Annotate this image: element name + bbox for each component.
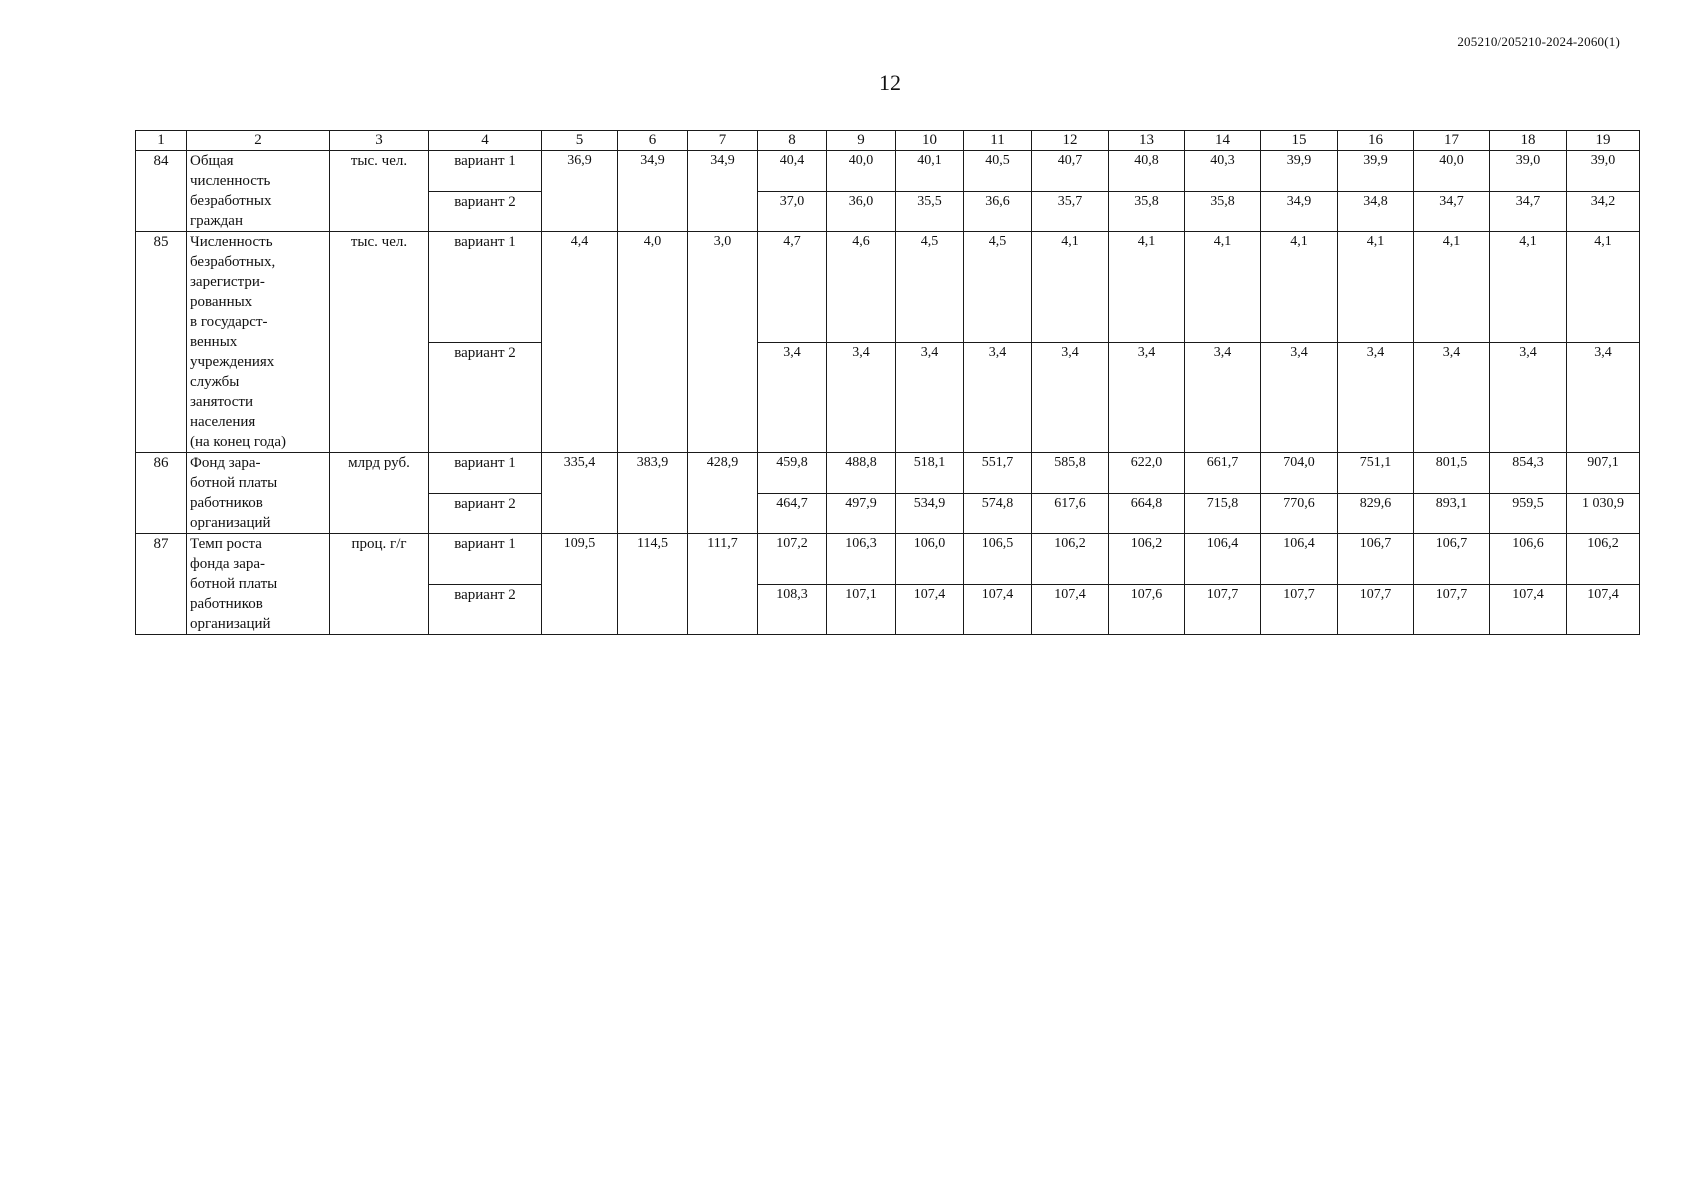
indicator-name-line: венных: [190, 334, 238, 350]
indicator-name-line: ботной платы: [190, 576, 278, 592]
variant-1-value: 106,0: [896, 534, 964, 585]
table-row: [136, 232, 1640, 343]
base-value: 383,9: [618, 453, 688, 534]
variant-1-value: 4,1: [1185, 232, 1261, 343]
variant-1-value: 106,2: [1109, 534, 1185, 585]
variant-1-value: 4,7: [758, 232, 827, 343]
variant-2-value: 34,8: [1338, 191, 1414, 232]
table-row: [136, 453, 1640, 494]
column-header-15: 15: [1261, 131, 1338, 151]
variant-1-value: 459,8: [758, 453, 827, 494]
variant-1-value: 551,7: [964, 453, 1032, 494]
column-header-9: 9: [827, 131, 896, 151]
variant-1-value: 39,9: [1338, 151, 1414, 192]
variant-1-value: 106,5: [964, 534, 1032, 585]
variant-1-value: 106,2: [1567, 534, 1640, 585]
column-header-17: 17: [1414, 131, 1490, 151]
variant-2-value: 3,4: [1414, 342, 1490, 453]
indicator-name-line: безработных: [190, 193, 272, 209]
indicator-name-line: учреждениях: [190, 354, 275, 370]
variant-2-value: 534,9: [896, 493, 964, 534]
variant-1-value: 40,1: [896, 151, 964, 192]
variant-2-value: 108,3: [758, 584, 827, 635]
column-header-18: 18: [1490, 131, 1567, 151]
indicator-name-line: Темп роста: [190, 536, 262, 552]
variant-2-value: 3,4: [1490, 342, 1567, 453]
indicator-name-line: в государст-: [190, 314, 268, 330]
variant-1-label: вариант 1: [429, 232, 542, 343]
variant-2-value: 37,0: [758, 191, 827, 232]
column-header-7: 7: [688, 131, 758, 151]
base-value: 335,4: [542, 453, 618, 534]
column-header-2: 2: [187, 131, 330, 151]
variant-2-value: 107,4: [1567, 584, 1640, 635]
variant-1-value: 40,0: [827, 151, 896, 192]
variant-2-value: 34,7: [1490, 191, 1567, 232]
indicator-name-line: работников: [190, 495, 263, 511]
variant-1-value: 106,6: [1490, 534, 1567, 585]
base-value: 428,9: [688, 453, 758, 534]
column-header-6: 6: [618, 131, 688, 151]
column-header-3: 3: [330, 131, 429, 151]
variant-2-value: 893,1: [1414, 493, 1490, 534]
variant-1-value: 39,0: [1567, 151, 1640, 192]
variant-1-value: 106,7: [1338, 534, 1414, 585]
table-row: [136, 151, 1640, 192]
unit: тыс. чел.: [330, 151, 429, 232]
variant-2-value: 464,7: [758, 493, 827, 534]
column-header-16: 16: [1338, 131, 1414, 151]
indicator-name-line: граждан: [190, 213, 243, 229]
variant-2-value: 770,6: [1261, 493, 1338, 534]
variant-1-value: 40,4: [758, 151, 827, 192]
variant-1-value: 622,0: [1109, 453, 1185, 494]
variant-2-value: 3,4: [1032, 342, 1109, 453]
base-value: 4,4: [542, 232, 618, 453]
base-value: 34,9: [618, 151, 688, 232]
variant-1-value: 39,9: [1261, 151, 1338, 192]
indicator-name-line: организаций: [190, 515, 271, 531]
indicator-name-line: рованных: [190, 294, 253, 310]
column-header-4: 4: [429, 131, 542, 151]
variant-1-value: 4,5: [896, 232, 964, 343]
column-header-1: 1: [136, 131, 187, 151]
indicators-table: [135, 130, 1640, 635]
variant-2-value: 3,4: [1338, 342, 1414, 453]
base-value: 34,9: [688, 151, 758, 232]
row-number: 87: [136, 534, 187, 635]
variant-1-value: 907,1: [1567, 453, 1640, 494]
page-number: 12: [879, 70, 901, 95]
indicator-name-line: работников: [190, 596, 263, 612]
variant-2-value: 617,6: [1032, 493, 1109, 534]
base-value: 3,0: [688, 232, 758, 453]
table-row: [136, 534, 1640, 585]
column-header-5: 5: [542, 131, 618, 151]
variant-2-value: 35,8: [1109, 191, 1185, 232]
document-id: 205210/205210-2024-2060(1): [1457, 34, 1620, 49]
indicator-name: [187, 151, 330, 232]
unit: тыс. чел.: [330, 232, 429, 453]
variant-1-value: 39,0: [1490, 151, 1567, 192]
variant-2-value: 3,4: [964, 342, 1032, 453]
variant-1-value: 106,2: [1032, 534, 1109, 585]
variant-2-value: 3,4: [1261, 342, 1338, 453]
variant-1-value: 4,1: [1414, 232, 1490, 343]
variant-1-label: вариант 1: [429, 151, 542, 192]
variant-2-value: 497,9: [827, 493, 896, 534]
variant-1-value: 106,4: [1185, 534, 1261, 585]
variant-2-label: вариант 2: [429, 493, 542, 534]
variant-1-value: 106,3: [827, 534, 896, 585]
variant-2-value: 34,9: [1261, 191, 1338, 232]
column-header-13: 13: [1109, 131, 1185, 151]
indicator-name: [187, 453, 330, 534]
column-header-11: 11: [964, 131, 1032, 151]
variant-2-value: 35,8: [1185, 191, 1261, 232]
variant-2-value: 107,7: [1338, 584, 1414, 635]
indicator-name-line: ботной платы: [190, 475, 278, 491]
variant-2-value: 107,4: [1032, 584, 1109, 635]
column-header-14: 14: [1185, 131, 1261, 151]
row-number: 86: [136, 453, 187, 534]
variant-1-value: 751,1: [1338, 453, 1414, 494]
variant-2-value: 107,4: [1490, 584, 1567, 635]
variant-2-value: 107,7: [1261, 584, 1338, 635]
variant-1-value: 518,1: [896, 453, 964, 494]
unit: млрд руб.: [330, 453, 429, 534]
variant-1-value: 4,1: [1261, 232, 1338, 343]
variant-2-label: вариант 2: [429, 191, 542, 232]
base-value: 111,7: [688, 534, 758, 635]
variant-1-value: 801,5: [1414, 453, 1490, 494]
variant-2-label: вариант 2: [429, 584, 542, 635]
column-header-10: 10: [896, 131, 964, 151]
variant-1-value: 40,5: [964, 151, 1032, 192]
variant-2-value: 3,4: [827, 342, 896, 453]
variant-1-value: 4,1: [1032, 232, 1109, 343]
indicator-name-line: Фонд зара-: [190, 455, 261, 471]
indicator-name-line: фонда зара-: [190, 556, 266, 572]
variant-2-label: вариант 2: [429, 342, 542, 453]
base-value: 109,5: [542, 534, 618, 635]
variant-1-value: 40,3: [1185, 151, 1261, 192]
variant-2-value: 574,8: [964, 493, 1032, 534]
variant-2-value: 3,4: [1567, 342, 1640, 453]
indicator-name-line: зарегистри-: [190, 274, 265, 290]
indicator-name-line: безработных,: [190, 254, 276, 270]
variant-2-value: 107,4: [964, 584, 1032, 635]
indicator-name-line: службы: [190, 374, 240, 390]
variant-2-value: 107,1: [827, 584, 896, 635]
indicator-name-line: Общая: [190, 153, 234, 169]
indicator-name-line: численность: [190, 173, 271, 189]
variant-2-value: 107,7: [1414, 584, 1490, 635]
variant-2-value: 829,6: [1338, 493, 1414, 534]
variant-2-value: 959,5: [1490, 493, 1567, 534]
variant-2-value: 107,7: [1185, 584, 1261, 635]
variant-1-value: 704,0: [1261, 453, 1338, 494]
indicator-name-line: (на конец года): [190, 434, 287, 450]
variant-2-value: 3,4: [758, 342, 827, 453]
variant-1-value: 106,4: [1261, 534, 1338, 585]
variant-2-value: 35,5: [896, 191, 964, 232]
indicator-name-line: населения: [190, 414, 256, 430]
variant-2-value: 35,7: [1032, 191, 1109, 232]
indicator-name-line: занятости: [190, 394, 253, 410]
variant-2-value: 36,0: [827, 191, 896, 232]
row-number: 84: [136, 151, 187, 232]
variant-1-value: 488,8: [827, 453, 896, 494]
variant-2-value: 3,4: [896, 342, 964, 453]
variant-1-value: 4,1: [1109, 232, 1185, 343]
variant-2-value: 34,2: [1567, 191, 1640, 232]
variant-1-value: 106,7: [1414, 534, 1490, 585]
variant-1-value: 854,3: [1490, 453, 1567, 494]
variant-2-value: 107,4: [896, 584, 964, 635]
variant-1-value: 585,8: [1032, 453, 1109, 494]
indicator-name: [187, 534, 330, 635]
variant-2-value: 36,6: [964, 191, 1032, 232]
variant-2-value: 715,8: [1185, 493, 1261, 534]
column-header-12: 12: [1032, 131, 1109, 151]
variant-1-value: 4,5: [964, 232, 1032, 343]
variant-2-value: 107,6: [1109, 584, 1185, 635]
row-number: 85: [136, 232, 187, 453]
indicator-name-line: Численность: [190, 234, 273, 250]
variant-1-value: 4,6: [827, 232, 896, 343]
base-value: 4,0: [618, 232, 688, 453]
variant-2-value: 3,4: [1185, 342, 1261, 453]
indicator-name: [187, 232, 330, 453]
variant-1-value: 4,1: [1567, 232, 1640, 343]
variant-2-value: 34,7: [1414, 191, 1490, 232]
base-value: 114,5: [618, 534, 688, 635]
variant-1-value: 40,8: [1109, 151, 1185, 192]
variant-1-value: 661,7: [1185, 453, 1261, 494]
column-header-8: 8: [758, 131, 827, 151]
base-value: 36,9: [542, 151, 618, 232]
variant-1-value: 107,2: [758, 534, 827, 585]
column-header-row: [136, 131, 1640, 151]
unit: проц. г/г: [330, 534, 429, 635]
variant-2-value: 3,4: [1109, 342, 1185, 453]
variant-1-value: 4,1: [1490, 232, 1567, 343]
variant-2-value: 1 030,9: [1567, 493, 1640, 534]
variant-1-label: вариант 1: [429, 453, 542, 494]
variant-1-label: вариант 1: [429, 534, 542, 585]
indicator-name-line: организаций: [190, 616, 271, 632]
variant-1-value: 4,1: [1338, 232, 1414, 343]
column-header-19: 19: [1567, 131, 1640, 151]
variant-1-value: 40,7: [1032, 151, 1109, 192]
variant-1-value: 40,0: [1414, 151, 1490, 192]
variant-2-value: 664,8: [1109, 493, 1185, 534]
